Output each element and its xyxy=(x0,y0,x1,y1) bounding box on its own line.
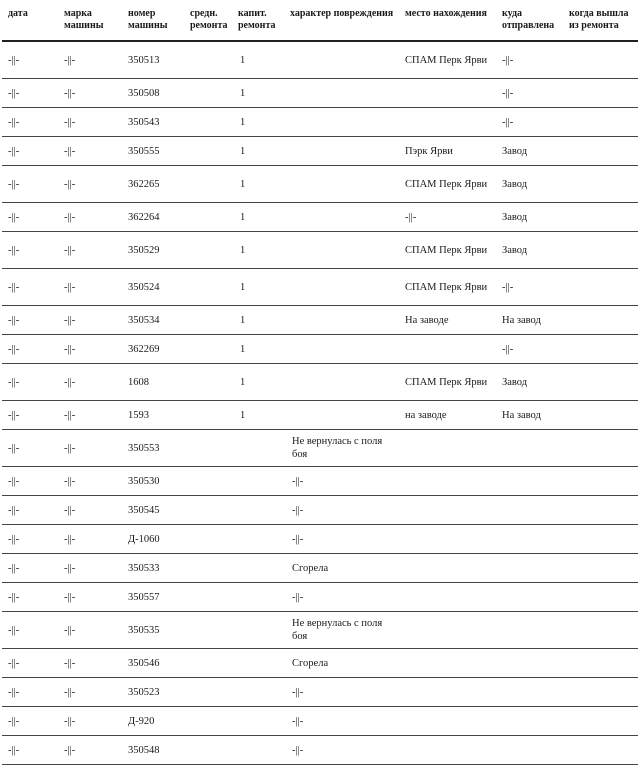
table-row xyxy=(2,41,638,79)
cell-date: -||- xyxy=(2,166,58,203)
cell-repair-exit xyxy=(563,649,638,678)
cell-repair-exit xyxy=(563,554,638,583)
cell-vehicle-number: 350513 xyxy=(122,41,184,79)
table-row xyxy=(2,401,638,430)
cell-repair-exit xyxy=(563,496,638,525)
cell-major-repair xyxy=(232,649,284,678)
cell-medium-repair xyxy=(184,41,232,79)
cell-location xyxy=(399,554,496,583)
cell-vehicle-number: Д-920 xyxy=(122,707,184,736)
cell-damage-type xyxy=(284,232,399,269)
cell-major-repair xyxy=(232,736,284,765)
cell-repair-exit xyxy=(563,166,638,203)
cell-medium-repair xyxy=(184,649,232,678)
cell-repair-exit xyxy=(563,525,638,554)
cell-vehicle-number: 1593 xyxy=(122,401,184,430)
cell-damage-type xyxy=(284,137,399,166)
cell-date: -||- xyxy=(2,401,58,430)
cell-location: СПАМ Перк Ярви xyxy=(399,364,496,401)
cell-damage-type: -||- xyxy=(284,525,399,554)
cell-repair-exit xyxy=(563,41,638,79)
header-date: дата xyxy=(2,6,58,41)
cell-date: -||- xyxy=(2,678,58,707)
cell-date: -||- xyxy=(2,707,58,736)
cell-damage-type: -||- xyxy=(284,583,399,612)
cell-medium-repair xyxy=(184,707,232,736)
cell-sent-to: Завод xyxy=(496,137,563,166)
cell-vehicle-make: -||- xyxy=(58,678,122,707)
cell-repair-exit xyxy=(563,203,638,232)
cell-medium-repair xyxy=(184,467,232,496)
cell-damage-type: -||- xyxy=(284,496,399,525)
cell-date: -||- xyxy=(2,108,58,137)
cell-date: -||- xyxy=(2,612,58,649)
cell-sent-to xyxy=(496,467,563,496)
cell-repair-exit xyxy=(563,79,638,108)
cell-major-repair: 1 xyxy=(232,335,284,364)
cell-location xyxy=(399,707,496,736)
cell-medium-repair xyxy=(184,525,232,554)
table-row xyxy=(2,554,638,583)
cell-vehicle-make: -||- xyxy=(58,612,122,649)
cell-vehicle-make: -||- xyxy=(58,269,122,306)
cell-vehicle-number: 350523 xyxy=(122,678,184,707)
cell-major-repair: 1 xyxy=(232,232,284,269)
cell-sent-to xyxy=(496,649,563,678)
cell-repair-exit xyxy=(563,364,638,401)
cell-vehicle-make: -||- xyxy=(58,736,122,765)
table-row xyxy=(2,678,638,707)
cell-date: -||- xyxy=(2,137,58,166)
cell-vehicle-make: -||- xyxy=(58,203,122,232)
cell-sent-to xyxy=(496,736,563,765)
cell-major-repair xyxy=(232,496,284,525)
cell-damage-type xyxy=(284,364,399,401)
cell-date: -||- xyxy=(2,554,58,583)
table-row xyxy=(2,467,638,496)
table-row xyxy=(2,649,638,678)
cell-date: -||- xyxy=(2,467,58,496)
cell-date: -||- xyxy=(2,269,58,306)
cell-location xyxy=(399,736,496,765)
cell-location xyxy=(399,525,496,554)
cell-major-repair: 1 xyxy=(232,41,284,79)
cell-medium-repair xyxy=(184,401,232,430)
cell-date: -||- xyxy=(2,364,58,401)
cell-vehicle-make: -||- xyxy=(58,554,122,583)
cell-medium-repair xyxy=(184,678,232,707)
cell-vehicle-number: 350534 xyxy=(122,306,184,335)
cell-sent-to xyxy=(496,707,563,736)
cell-damage-type: Не вернулась с поля боя xyxy=(284,612,399,649)
cell-date: -||- xyxy=(2,232,58,269)
cell-vehicle-number: 362265 xyxy=(122,166,184,203)
cell-damage-type xyxy=(284,269,399,306)
cell-sent-to xyxy=(496,554,563,583)
cell-vehicle-make: -||- xyxy=(58,467,122,496)
cell-vehicle-number: 350524 xyxy=(122,269,184,306)
cell-damage-type xyxy=(284,306,399,335)
cell-vehicle-number: 350533 xyxy=(122,554,184,583)
header-medium-repair: средн. ремонта xyxy=(184,6,232,41)
cell-major-repair xyxy=(232,554,284,583)
cell-vehicle-number: 362269 xyxy=(122,335,184,364)
cell-vehicle-number: 350553 xyxy=(122,430,184,467)
cell-major-repair: 1 xyxy=(232,137,284,166)
cell-date: -||- xyxy=(2,736,58,765)
cell-sent-to xyxy=(496,612,563,649)
cell-medium-repair xyxy=(184,612,232,649)
vehicle-repair-table xyxy=(2,6,638,765)
table-row xyxy=(2,335,638,364)
cell-vehicle-number: 350545 xyxy=(122,496,184,525)
cell-vehicle-make: -||- xyxy=(58,41,122,79)
cell-sent-to: Завод xyxy=(496,203,563,232)
cell-repair-exit xyxy=(563,232,638,269)
cell-vehicle-make: -||- xyxy=(58,335,122,364)
cell-location: СПАМ Перк Ярви xyxy=(399,232,496,269)
cell-sent-to: -||- xyxy=(496,79,563,108)
cell-vehicle-make: -||- xyxy=(58,166,122,203)
cell-vehicle-number: 350508 xyxy=(122,79,184,108)
cell-date: -||- xyxy=(2,430,58,467)
cell-vehicle-number: 350557 xyxy=(122,583,184,612)
cell-vehicle-number: 362264 xyxy=(122,203,184,232)
table-row xyxy=(2,430,638,467)
cell-date: -||- xyxy=(2,306,58,335)
table-row xyxy=(2,707,638,736)
cell-sent-to xyxy=(496,583,563,612)
table-row xyxy=(2,306,638,335)
header-damage-type: характер повреждения xyxy=(284,6,399,41)
cell-medium-repair xyxy=(184,736,232,765)
cell-location xyxy=(399,108,496,137)
cell-repair-exit xyxy=(563,467,638,496)
cell-vehicle-number: 350530 xyxy=(122,467,184,496)
cell-major-repair: 1 xyxy=(232,166,284,203)
cell-date: -||- xyxy=(2,203,58,232)
cell-medium-repair xyxy=(184,364,232,401)
cell-vehicle-number: Д-1060 xyxy=(122,525,184,554)
cell-location: Пэрк Ярви xyxy=(399,137,496,166)
table-row xyxy=(2,137,638,166)
cell-damage-type: Сгорела xyxy=(284,649,399,678)
cell-vehicle-make: -||- xyxy=(58,583,122,612)
cell-sent-to xyxy=(496,678,563,707)
cell-major-repair xyxy=(232,467,284,496)
table-row xyxy=(2,736,638,765)
table-header-row xyxy=(2,6,638,41)
cell-location xyxy=(399,79,496,108)
cell-vehicle-make: -||- xyxy=(58,137,122,166)
table-row xyxy=(2,269,638,306)
table-row xyxy=(2,166,638,203)
cell-sent-to: На завод xyxy=(496,306,563,335)
header-location: место нахождения xyxy=(399,6,496,41)
table-row xyxy=(2,232,638,269)
cell-major-repair xyxy=(232,707,284,736)
cell-location: СПАМ Перк Ярви xyxy=(399,269,496,306)
cell-vehicle-number: 350555 xyxy=(122,137,184,166)
cell-date: -||- xyxy=(2,649,58,678)
cell-vehicle-make: -||- xyxy=(58,306,122,335)
cell-location xyxy=(399,335,496,364)
table-row xyxy=(2,108,638,137)
cell-vehicle-make: -||- xyxy=(58,649,122,678)
cell-vehicle-make: -||- xyxy=(58,364,122,401)
header-major-repair: капит. ремонта xyxy=(232,6,284,41)
table-row xyxy=(2,496,638,525)
cell-repair-exit xyxy=(563,678,638,707)
cell-date: -||- xyxy=(2,583,58,612)
cell-major-repair xyxy=(232,525,284,554)
cell-sent-to xyxy=(496,430,563,467)
cell-sent-to: Завод xyxy=(496,232,563,269)
cell-vehicle-number: 350543 xyxy=(122,108,184,137)
cell-medium-repair xyxy=(184,166,232,203)
cell-repair-exit xyxy=(563,335,638,364)
cell-damage-type: -||- xyxy=(284,467,399,496)
cell-damage-type xyxy=(284,401,399,430)
cell-vehicle-make: -||- xyxy=(58,430,122,467)
cell-damage-type: -||- xyxy=(284,678,399,707)
cell-location xyxy=(399,467,496,496)
cell-location: -||- xyxy=(399,203,496,232)
cell-major-repair: 1 xyxy=(232,306,284,335)
cell-medium-repair xyxy=(184,108,232,137)
cell-major-repair: 1 xyxy=(232,401,284,430)
cell-medium-repair xyxy=(184,137,232,166)
cell-vehicle-make: -||- xyxy=(58,496,122,525)
cell-damage-type xyxy=(284,79,399,108)
table-row xyxy=(2,79,638,108)
cell-date: -||- xyxy=(2,525,58,554)
cell-damage-type xyxy=(284,41,399,79)
cell-major-repair: 1 xyxy=(232,108,284,137)
cell-repair-exit xyxy=(563,269,638,306)
cell-repair-exit xyxy=(563,736,638,765)
cell-damage-type xyxy=(284,108,399,137)
cell-repair-exit xyxy=(563,306,638,335)
cell-damage-type xyxy=(284,335,399,364)
cell-damage-type: Сгорела xyxy=(284,554,399,583)
table-row xyxy=(2,612,638,649)
cell-date: -||- xyxy=(2,335,58,364)
cell-sent-to: Завод xyxy=(496,166,563,203)
cell-major-repair xyxy=(232,678,284,707)
cell-major-repair xyxy=(232,583,284,612)
cell-medium-repair xyxy=(184,232,232,269)
header-vehicle-number: номер машины xyxy=(122,6,184,41)
cell-vehicle-number: 350529 xyxy=(122,232,184,269)
cell-location: на заводе xyxy=(399,401,496,430)
cell-location xyxy=(399,583,496,612)
cell-vehicle-make: -||- xyxy=(58,707,122,736)
cell-location: СПАМ Перк Ярви xyxy=(399,166,496,203)
cell-location xyxy=(399,496,496,525)
cell-sent-to: -||- xyxy=(496,41,563,79)
cell-damage-type: -||- xyxy=(284,736,399,765)
cell-damage-type: Не вернулась с поля боя xyxy=(284,430,399,467)
cell-sent-to: Завод xyxy=(496,364,563,401)
cell-medium-repair xyxy=(184,496,232,525)
cell-sent-to: -||- xyxy=(496,269,563,306)
cell-vehicle-make: -||- xyxy=(58,525,122,554)
cell-medium-repair xyxy=(184,335,232,364)
cell-repair-exit xyxy=(563,583,638,612)
cell-repair-exit xyxy=(563,137,638,166)
cell-location xyxy=(399,612,496,649)
cell-medium-repair xyxy=(184,79,232,108)
cell-repair-exit xyxy=(563,430,638,467)
cell-location xyxy=(399,678,496,707)
cell-major-repair xyxy=(232,612,284,649)
header-sent-to: куда отправлена xyxy=(496,6,563,41)
table-row xyxy=(2,525,638,554)
cell-sent-to xyxy=(496,525,563,554)
cell-date: -||- xyxy=(2,496,58,525)
cell-repair-exit xyxy=(563,401,638,430)
header-repair-exit: когда вышла из ремонта xyxy=(563,6,638,41)
cell-major-repair: 1 xyxy=(232,79,284,108)
cell-damage-type: -||- xyxy=(284,707,399,736)
cell-vehicle-make: -||- xyxy=(58,401,122,430)
cell-vehicle-make: -||- xyxy=(58,232,122,269)
cell-repair-exit xyxy=(563,707,638,736)
cell-vehicle-number: 350535 xyxy=(122,612,184,649)
cell-date: -||- xyxy=(2,41,58,79)
cell-medium-repair xyxy=(184,554,232,583)
cell-medium-repair xyxy=(184,430,232,467)
cell-repair-exit xyxy=(563,108,638,137)
cell-repair-exit xyxy=(563,612,638,649)
cell-medium-repair xyxy=(184,583,232,612)
cell-sent-to: На завод xyxy=(496,401,563,430)
cell-sent-to: -||- xyxy=(496,108,563,137)
cell-damage-type xyxy=(284,166,399,203)
header-vehicle-make: марка машины xyxy=(58,6,122,41)
cell-vehicle-make: -||- xyxy=(58,108,122,137)
cell-date: -||- xyxy=(2,79,58,108)
cell-location: На заводе xyxy=(399,306,496,335)
cell-vehicle-number: 350548 xyxy=(122,736,184,765)
table-body xyxy=(2,41,638,765)
cell-major-repair: 1 xyxy=(232,364,284,401)
cell-damage-type xyxy=(284,203,399,232)
table-row xyxy=(2,364,638,401)
cell-location: СПАМ Перк Ярви xyxy=(399,41,496,79)
cell-major-repair: 1 xyxy=(232,203,284,232)
cell-medium-repair xyxy=(184,306,232,335)
cell-medium-repair xyxy=(184,269,232,306)
cell-major-repair xyxy=(232,430,284,467)
cell-sent-to: -||- xyxy=(496,335,563,364)
cell-vehicle-number: 1608 xyxy=(122,364,184,401)
cell-location xyxy=(399,430,496,467)
cell-vehicle-make: -||- xyxy=(58,79,122,108)
cell-major-repair: 1 xyxy=(232,269,284,306)
cell-medium-repair xyxy=(184,203,232,232)
table-row xyxy=(2,583,638,612)
cell-sent-to xyxy=(496,496,563,525)
table-row xyxy=(2,203,638,232)
cell-location xyxy=(399,649,496,678)
cell-vehicle-number: 350546 xyxy=(122,649,184,678)
